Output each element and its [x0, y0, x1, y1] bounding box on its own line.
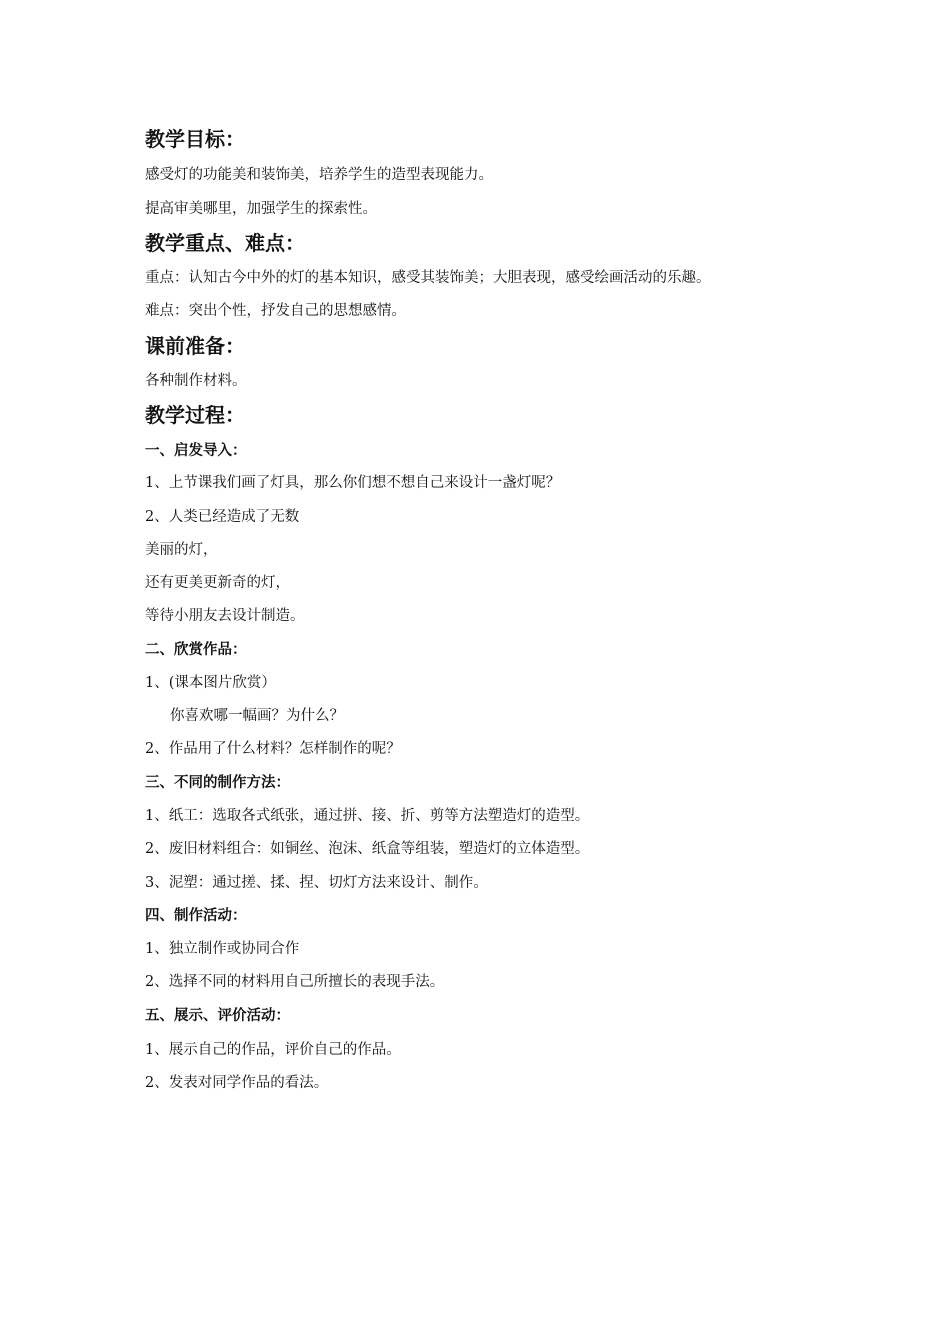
goal-line-2: 提高审美哪里，加强学生的探索性。	[145, 201, 377, 217]
step4-line-2: 2、选择不同的材料用自己所擅长的表现手法。	[145, 974, 445, 990]
step2-heading: 二、欣赏作品：	[145, 642, 247, 658]
step5-line-2: 2、发表对同学作品的看法。	[145, 1075, 329, 1091]
step2-line-2: 你喜欢哪一幅画？为什么？	[170, 708, 344, 724]
step2-line-1: 1、(课本图片欣赏）	[145, 675, 276, 691]
step1-line-5: 等待小朋友去设计制造。	[145, 608, 305, 624]
step3-line-2: 2、废旧材料组合：如铜丝、泡沫、纸盒等组装，塑造灯的立体造型。	[145, 841, 590, 857]
step3-line-1: 1、纸工：选取各式纸张，通过拼、接、折、剪等方法塑造灯的造型。	[145, 808, 590, 824]
heading-key-points: 教学重点、难点：	[145, 231, 305, 255]
heading-teaching-goals: 教学目标：	[145, 127, 245, 151]
heading-preparation: 课前准备：	[145, 334, 245, 358]
step1-line-1: 1、上节课我们画了灯具，那么你们想不想自己来设计一盏灯呢？	[145, 475, 561, 491]
key-point-line-2: 难点：突出个性，抒发自己的思想感情。	[145, 303, 406, 319]
heading-teaching-process: 教学过程：	[145, 403, 245, 427]
step5-line-1: 1、展示自己的作品，评价自己的作品。	[145, 1042, 401, 1058]
step4-heading: 四、制作活动：	[145, 908, 247, 924]
step4-line-1: 1、独立制作或协同合作	[145, 941, 300, 957]
step5-heading: 五、展示、评价活动：	[145, 1008, 290, 1024]
key-point-line-1: 重点：认知古今中外的灯的基本知识，感受其装饰美；大胆表现，感受绘画活动的乐趣。	[145, 270, 711, 286]
step3-line-3: 3、泥塑：通过搓、揉、捏、切灯方法来设计、制作。	[145, 875, 488, 891]
step1-line-4: 还有更美更新奇的灯，	[145, 575, 290, 591]
step1-line-2: 2、人类已经造成了无数	[145, 509, 300, 525]
prep-line-1: 各种制作材料。	[145, 373, 247, 389]
goal-line-1: 感受灯的功能美和装饰美，培养学生的造型表现能力。	[145, 167, 493, 183]
step1-heading: 一、启发导入：	[145, 443, 247, 459]
step1-line-3: 美丽的灯，	[145, 542, 218, 558]
step2-line-3: 2、作品用了什么材料？怎样制作的呢？	[145, 741, 401, 757]
step3-heading: 三、不同的制作方法：	[145, 775, 290, 791]
